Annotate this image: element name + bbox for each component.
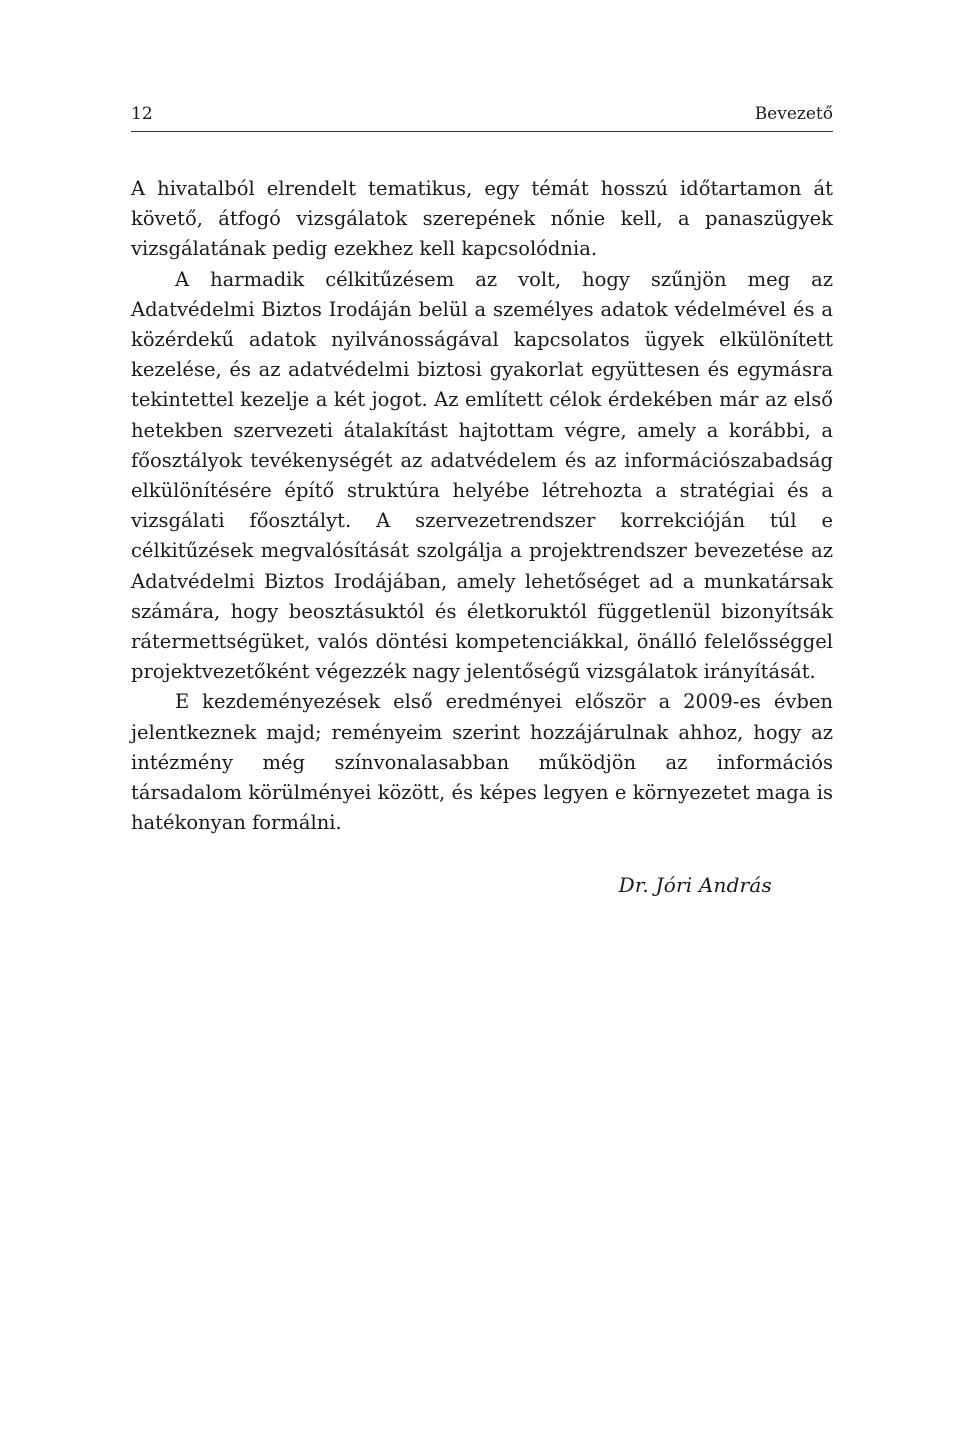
- page-header: [131, 99, 833, 132]
- page-number: 12: [131, 104, 153, 124]
- paragraph-3: E kezdeményezések első eredményei először a 2009-es évben jelentkeznek majd; reményeim szerint hozzájárulnak ahhoz, hogy az intézmény még színvonalasabban működjön az információs társadalom körülményei között, és képes legyen e környezetet maga is hatékonyan formálni.: [131, 690, 833, 835]
- running-head: Bevezető: [754, 104, 833, 124]
- paragraph-2: A harmadik célkitűzésem az volt, hogy szűnjön meg az Adatvédelmi Biztos Irodáján belül a személyes adatok védelmével és a közérdekű adatok nyilvánosságával kapcsolatos ügyek elkülönített kezelése, és az adatvédelmi biztosi gyakorlat együttesen és egymásra tekintettel kezelje a két jogot. Az említett célok érdekében már az első hetekben szervezeti átalakítást hajtottam végre, amely a korábbi, a főosztályok tevékenységét az adatvédelem és az információszabadság elkülönítésére építő struktúra helyébe létrehozta a stratégiai és a vizsgálati főosztályt. A szervezetrendszer korrekcióján túl e célkitűzések megvalósítását szolgálja a projektrendszer bevezetése az Adatvédelmi Biztos Irodájában, amely lehetőséget ad a munkatársak számára, hogy beosztásuktól és életkoruktól függetlenül bizonyítsák rátermettségüket, valós döntési kompetenciákkal, önálló felelősséggel projektvezetőként végezzék nagy jelentőségű vizsgálatok irányítását.: [131, 267, 833, 684]
- body-text: [131, 174, 833, 838]
- author-signature: Dr. Jóri András: [618, 873, 772, 897]
- paragraph-1: A hivatalból elrendelt tematikus, egy témát hosszú időtartamon át követő, átfogó vizsgálatok szerepének nőnie kell, a panaszügyek vizsgálatának pedig ezekhez kell kapcsolódnia.: [131, 177, 833, 261]
